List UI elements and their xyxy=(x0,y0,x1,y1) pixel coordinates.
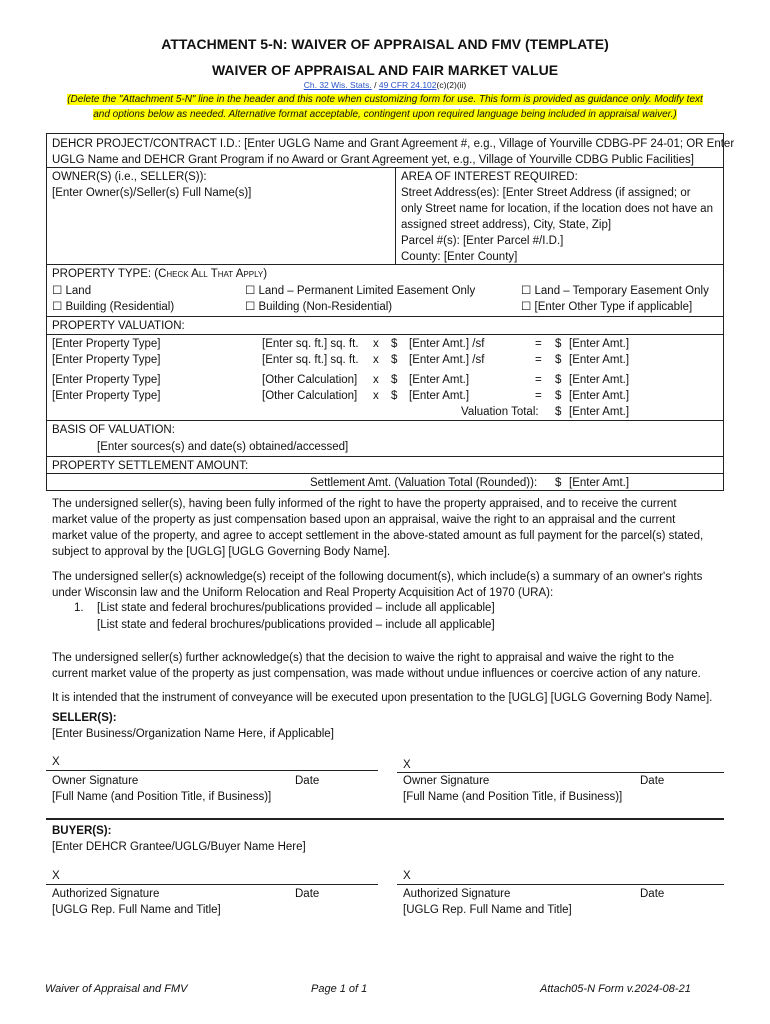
divider xyxy=(46,473,724,474)
val-row-calc[interactable]: [Enter sq. ft.] sq. ft. xyxy=(262,354,359,366)
val-row-dollar2: $ xyxy=(555,374,562,386)
form-title: ATTACHMENT 5-N: WAIVER OF APPRAISAL AND FMV (TEMPLATE) xyxy=(161,36,609,52)
authorized-signature-label-right: Authorized Signature xyxy=(403,888,511,900)
area-address-line2: only Street name for location, if the location does not have an xyxy=(401,203,713,215)
divider xyxy=(46,420,724,421)
ref-tail: (c)(2)(ii) xyxy=(436,80,467,90)
checkbox-label: Land xyxy=(65,285,92,297)
project-id-line1: DEHCR PROJECT/CONTRACT I.D.: [Enter UGLG Name and Grant Agreement #, e.g., Village of Yourville CDBG-PF 24-01; OR Enter xyxy=(52,138,735,150)
divider xyxy=(46,316,724,317)
checkbox-label: Land – Temporary Easement Only xyxy=(534,285,709,297)
val-row-calc[interactable]: [Enter sq. ft.] sq. ft. xyxy=(262,338,359,350)
val-row-dollar2: $ xyxy=(555,338,562,350)
form-subtitle: WAIVER OF APPRAISAL AND FAIR MARKET VALUE xyxy=(211,62,559,78)
val-row-type[interactable]: [Enter Property Type] xyxy=(52,354,161,366)
valuation-total-label: Valuation Total: xyxy=(461,406,539,418)
area-label: AREA OF INTEREST REQUIRED: xyxy=(401,171,578,183)
owner-area-divider xyxy=(395,167,396,264)
val-row-equals: = xyxy=(535,338,542,350)
buyer-x-mark-left: X xyxy=(52,870,60,882)
buyer-label: BUYER(S): xyxy=(52,825,112,837)
val-row-x: x xyxy=(373,354,379,366)
checkbox-building-residential[interactable] xyxy=(52,299,174,315)
parcel-field[interactable]: Parcel #(s): [Enter Parcel #/I.D.] xyxy=(401,235,564,247)
para3-line2: current market value of the property as just compensation, was made without undue influences or coercive action of any nature. xyxy=(52,668,701,680)
val-row-dollar: $ xyxy=(391,354,398,366)
val-row-calc[interactable]: [Other Calculation] xyxy=(262,390,358,402)
para1-line1: The undersigned seller(s), having been fully informed of the right to have the property appraised, and to receive the current xyxy=(52,498,677,510)
date-label-right: Date xyxy=(640,888,665,900)
valuation-label: PROPERTY VALUATION: xyxy=(52,320,185,332)
buyer-signature-line-left[interactable] xyxy=(46,884,378,885)
date-label-right: Date xyxy=(640,775,665,787)
uglg-rep-left[interactable]: [UGLG Rep. Full Name and Title] xyxy=(52,904,221,916)
owner-label: OWNER(S) (i.e., SELLER(S)): xyxy=(52,171,207,183)
owner-signature-label-left: Owner Signature xyxy=(52,775,139,787)
wis-stats-link[interactable]: Ch. 32 Wis. Stats. xyxy=(303,80,372,90)
divider xyxy=(46,456,724,457)
date-label-left: Date xyxy=(295,775,320,787)
val-row-dollar: $ xyxy=(391,338,398,350)
para4: It is intended that the instrument of conveyance will be executed upon presentation to the [UGLG] [UGLG Governing Body Name]. xyxy=(52,692,713,704)
checkbox-label: Building (Non-Residential) xyxy=(258,301,393,313)
buyer-signature-line-right[interactable] xyxy=(397,884,724,885)
settlement-dollar: $ xyxy=(555,477,562,489)
cfr-link[interactable]: 49 CFR 24.102 xyxy=(378,80,437,90)
owner-signature-label-right: Owner Signature xyxy=(403,775,490,787)
val-row-result[interactable]: [Enter Amt.] xyxy=(569,354,630,366)
settlement-amount-label: Settlement Amt. (Valuation Total (Rounded)): xyxy=(310,477,538,489)
para2-line2: under Wisconsin law and the Uniform Relocation and Real Property Acquisition Act of 1970 (URA): xyxy=(52,587,554,599)
val-row-result[interactable]: [Enter Amt.] xyxy=(569,374,630,386)
val-row-equals: = xyxy=(535,374,542,386)
date-label-left: Date xyxy=(295,888,320,900)
valuation-total-value[interactable]: [Enter Amt.] xyxy=(569,406,630,418)
val-row-result[interactable]: [Enter Amt.] xyxy=(569,338,630,350)
footer-right: Attach05-N Form v.2024-08-21 xyxy=(540,983,691,995)
checkbox-icon[interactable]: ☐ xyxy=(521,301,532,313)
val-row-dollar: $ xyxy=(391,374,398,386)
seller-x-mark-left: X xyxy=(52,756,60,768)
area-address-line1[interactable]: Street Address(es): [Enter Street Address (if assigned; or xyxy=(401,187,691,199)
val-row-equals: = xyxy=(535,354,542,366)
val-row-result[interactable]: [Enter Amt.] xyxy=(569,390,630,402)
project-id-line2: UGLG Name and DEHCR Grant Program if no Award or Grant Agreement yet, e.g., Village of Yourville CDBG Public Facilities] xyxy=(52,154,694,166)
list-number: 1. xyxy=(74,602,84,614)
note-line-1: (Delete the "Attachment 5-N" line in the header and this note when customizing form for use. This form is provided as guidance only. Modify text xyxy=(67,94,703,105)
val-row-equals: = xyxy=(535,390,542,402)
area-address-line3: assigned street address), City, State, Zip] xyxy=(401,219,612,231)
ref-separator: / xyxy=(371,80,379,90)
val-row-x: x xyxy=(373,390,379,402)
note-line-2: and options below as needed. Alternative format acceptable, contingent upon required language being included in appraisal waiver.) xyxy=(93,109,677,120)
val-row-type[interactable]: [Enter Property Type] xyxy=(52,374,161,386)
settlement-value[interactable]: [Enter Amt.] xyxy=(569,477,630,489)
checkbox-label: Land – Permanent Limited Easement Only xyxy=(258,285,476,297)
val-row-amount[interactable]: [Enter Amt.] /sf xyxy=(409,354,485,366)
footer-left: Waiver of Appraisal and FMV xyxy=(45,983,188,995)
checkbox-land[interactable] xyxy=(52,283,91,299)
val-row-dollar2: $ xyxy=(555,354,562,366)
basis-value[interactable]: [Enter sources(s) and date(s) obtained/accessed] xyxy=(97,441,349,453)
checkbox-other-type[interactable] xyxy=(521,299,692,315)
authorized-signature-label-left: Authorized Signature xyxy=(52,888,160,900)
instruction-note xyxy=(50,92,720,122)
val-row-x: x xyxy=(373,338,379,350)
checkbox-icon[interactable]: ☐ xyxy=(245,301,256,313)
para2-line1: The undersigned seller(s) acknowledge(s) receipt of the following document(s), which include(s) a summary of an owner's rights xyxy=(52,571,703,583)
footer-page: Page 1 of 1 xyxy=(311,983,368,995)
checkbox-land-temporary[interactable] xyxy=(521,283,709,299)
owner-value[interactable]: [Enter Owner(s)/Seller(s) Full Name(s)] xyxy=(52,187,252,199)
checkbox-icon[interactable]: ☐ xyxy=(52,285,63,297)
val-row-dollar2: $ xyxy=(555,390,562,402)
checkbox-icon[interactable]: ☐ xyxy=(521,285,532,297)
list-item-2: [List state and federal brochures/publications provided – include all applicable] xyxy=(97,619,495,631)
val-row-dollar: $ xyxy=(391,390,398,402)
checkbox-label: Building (Residential) xyxy=(65,301,175,313)
county-field[interactable]: County: [Enter County] xyxy=(401,251,518,263)
uglg-rep-right[interactable]: [UGLG Rep. Full Name and Title] xyxy=(403,904,572,916)
para3-line1: The undersigned seller(s) further acknowledge(s) that the decision to waive the right to appraisal and waive the right to the xyxy=(52,652,674,664)
statute-references xyxy=(0,80,770,90)
para1-line4: subject to approval by the [UGLG] [UGLG Governing Body Name]. xyxy=(52,546,391,558)
owner-name-left[interactable]: [Full Name (and Position Title, if Business)] xyxy=(52,791,272,803)
ptype-close: ) xyxy=(263,268,268,280)
section-separator xyxy=(46,818,724,820)
checkbox-land-permanent[interactable] xyxy=(245,283,475,299)
checkbox-icon[interactable]: ☐ xyxy=(52,301,63,313)
valuation-total-dollar: $ xyxy=(555,406,562,418)
val-row-amount[interactable]: [Enter Amt.] xyxy=(409,374,470,386)
checkbox-label: [Enter Other Type if applicable] xyxy=(534,301,693,313)
seller-signature-line-left[interactable] xyxy=(46,770,378,771)
para1-line3: market value of the property, and agree to accept settlement in the above-stated amount as full payment for the parcel(s) stated, xyxy=(52,530,704,542)
seller-x-mark-right: X xyxy=(403,759,411,771)
owner-name-right[interactable]: [Full Name (and Position Title, if Business)] xyxy=(403,791,623,803)
ptype-caps: Check All That Apply xyxy=(158,268,264,280)
list-item-1: [List state and federal brochures/publications provided – include all applicable] xyxy=(97,602,495,614)
ptype-label-text: PROPERTY TYPE: ( xyxy=(52,268,159,280)
checkbox-icon[interactable]: ☐ xyxy=(245,285,256,297)
val-row-amount[interactable]: [Enter Amt.] /sf xyxy=(409,338,485,350)
seller-label: SELLER(S): xyxy=(52,712,117,724)
divider xyxy=(46,264,724,265)
val-row-type[interactable]: [Enter Property Type] xyxy=(52,390,161,402)
basis-label: BASIS OF VALUATION: xyxy=(52,424,175,436)
property-type-label xyxy=(52,266,267,282)
seller-business-field[interactable]: [Enter Business/Organization Name Here, if Applicable] xyxy=(52,728,334,740)
val-row-amount[interactable]: [Enter Amt.] xyxy=(409,390,470,402)
val-row-type[interactable]: [Enter Property Type] xyxy=(52,338,161,350)
val-row-x: x xyxy=(373,374,379,386)
buyer-name-field[interactable]: [Enter DEHCR Grantee/UGLG/Buyer Name Here] xyxy=(52,841,306,853)
val-row-calc[interactable]: [Other Calculation] xyxy=(262,374,358,386)
divider xyxy=(46,334,724,335)
buyer-x-mark-right: X xyxy=(403,870,411,882)
settlement-label: PROPERTY SETTLEMENT AMOUNT: xyxy=(52,460,249,472)
checkbox-building-nonresidential[interactable] xyxy=(245,299,392,315)
para1-line2: market value of the property as just compensation based upon an appraisal, waive the right to an appraisal and the current xyxy=(52,514,676,526)
